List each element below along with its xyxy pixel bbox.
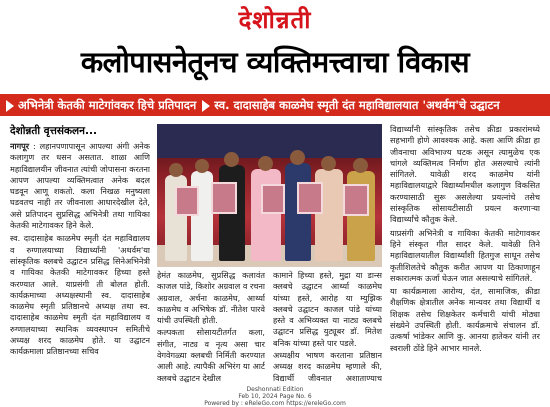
article-column-2 <box>157 270 265 384</box>
subhead-right: स्व. दादासाहेब काळमेघ स्मृती दंत महाविद्यालयात 'अथर्वम'चे उद्घाटन <box>214 98 500 112</box>
article-paragraph: स्व. दादासाहेब काळमेघ स्मृती दंत महाविद्यालय व रुग्णालयाच्या विद्यार्थ्यांनी 'अथर्वम'या सांस्कृतिक क्लबचे उद्घाटन प्रसिद्ध सिनेअभिनेत्री व गायिका केतकी माटेगावकर हिच्या हस्ते करण्यात आले. याप्रसंगी ती बोलत होती. कार्यक्रमाच्या अध्यक्षस्थानी स्व. दादासाहेब काळमेघ स्मृती प्रतिष्ठानचे अध्यक्ष तथा स्व. दादासाहेब काळमेघ स्मृती दंत महाविद्यालय व रुग्णालयाच्या स्थानिक व्यवस्थापन समितीचे अध्यक्ष शरद काळमेघ होते. या उद्घाटन कार्यक्रमाला प्रतिष्ठानच्या सचिव <box>10 233 150 357</box>
page-footer <box>0 386 550 407</box>
arrow-icon <box>6 100 14 112</box>
footer-date: Feb 10, 2024 Page No. 6 <box>238 393 312 400</box>
arrow-icon <box>202 100 210 112</box>
place-name: नागपूर <box>10 141 30 151</box>
article-column-4 <box>390 124 540 384</box>
subhead-left: अभिनेत्री केतकी माटेगांवकर हिचे प्रतिपादन <box>18 98 197 112</box>
newspaper-name: देशोन्नती <box>238 5 312 34</box>
headline: कलोपासनेतूनच व्यक्तिमत्त्वाचा विकास <box>80 45 470 79</box>
dateline: देशोन्नती वृत्तसंकलन... <box>10 125 97 137</box>
footer-edition: Deshonnati Edition <box>246 386 304 393</box>
masthead <box>0 0 550 40</box>
article-paragraph: या कार्यक्रमाला आरोग्य, दंत, सामाजिक, क्रीडा शैक्षणिक क्षेत्रातील अनेक मान्यवर तथा विद्यार्थी व शिक्षक तसेच शिक्षकेतर कर्मचारी यांची मोठ्या संख्येने उपस्थिती होती. कार्यक्रमाचे संचालन डॉ. उत्कर्षा भांडेकर आणि कु. आनया हातेकर यांनी तर स्वराली ठोंडे हिने आभार मानले. <box>390 286 540 353</box>
article-paragraph: विद्यार्थ्यांनी सांस्कृतिक तसेच क्रीडा प्रकारांमध्ये सहभागी होणे आवश्यक आहे. कला आणि क्रीडा हा जीवनाचा अविभाज्य घटक असून त्यामुळेच एक चांगले व्यक्तिमत्व निर्माण होत असल्याचे त्यांनी सांगितले. यावेळी शरद काळमेघ यांनी महाविद्यालयाद्वारे विद्यार्थ्यांमधील कलागुण विकसित करण्यासाठी सुरू असलेल्या प्रयत्नांचे तसेच सांस्कृतिक सोसायटीसाठी प्रयत्न करणाऱ्या विद्यार्थ्यांचे कौतुक केले. <box>390 124 540 225</box>
article-column-3 <box>273 270 382 384</box>
article-paragraph: : लहानपणापासून आपल्या अंगी अनेक कलागुण तर धसन असतात. शाळा आणि महाविद्यालयीन जीवनात त्यांची जोपासना करतना आपण आपल्या व्यक्तिमत्वात अनेक बदल घडवून आणू शकतो. कला निखळ मनुष्यला घडवतच नाही तर जीवनाला आधारदेखील देते, असे प्रतिपादन सुप्रसिद्ध अभिनेत्री तथा गायिका केतकी माटेगावकर हिने केले. <box>10 141 150 231</box>
article-paragraph: कल्पकता सोसायटीतर्गत कला, संगीत, नाट्य व नृत्य असा चार वेगवेगळ्या क्लबची निर्मिती करण्यात आली आहे. त्यापैकी अभिरंग या आर्ट क्लबचे उद्घाटन देखील <box>157 327 265 383</box>
article-paragraph: कामाने हिच्या हस्ते, मुद्रा या डान्स क्लबचे उद्घाटन आर्थ्या काळमेघ यांच्या हस्ते, आरोह या म्युझिक क्लबचे उद्घाटन काजल पांडे यांच्या हस्ते व अभिव्यक्त या नाट्य क्लबचे उद्घाटन प्रसिद्ध युट्यूबर डॉ. मितेश बनिक यांच्या हस्ते पार पडले. <box>273 270 382 348</box>
article-column-1 <box>10 141 150 384</box>
footer-powered: Powered by : eReleGo.com https://ereleGo.com <box>204 400 346 407</box>
subheadline-band <box>0 94 550 116</box>
article-paragraph: हेमंत काळमेघ, सुप्रसिद्ध कलावंत काजल पांडे, किशोर अग्रवाल व रचना अग्रवाल, अर्चना काळमेघ, आर्थ्या काळमेघ व अभिषेक डॉ. नीतेश पारवे यांची उपस्थिती होती. <box>157 270 265 326</box>
event-photo <box>157 124 382 267</box>
article-paragraph: अध्यक्षीय भाषण करताना प्रतिष्ठान अध्यक्ष शरद काळमेघ म्हणाले की, विद्यार्थी जीवनात अशाताण्याच <box>273 350 382 383</box>
article-paragraph: याप्रसंगी अभिनेत्री व गायिका केतकी माटेगावकर हिने संस्कृत गीत सादर केले. यावेळी तिने महाविद्यालयातील विद्यार्थ्यांशी हितगुज साधून तसेच कृतीशिलतेचे कौतुक करीत आपण या ठिकाणाहून सकारात्मक ऊर्जा घेऊन जात असल्याचे सांगितले. <box>390 227 540 283</box>
